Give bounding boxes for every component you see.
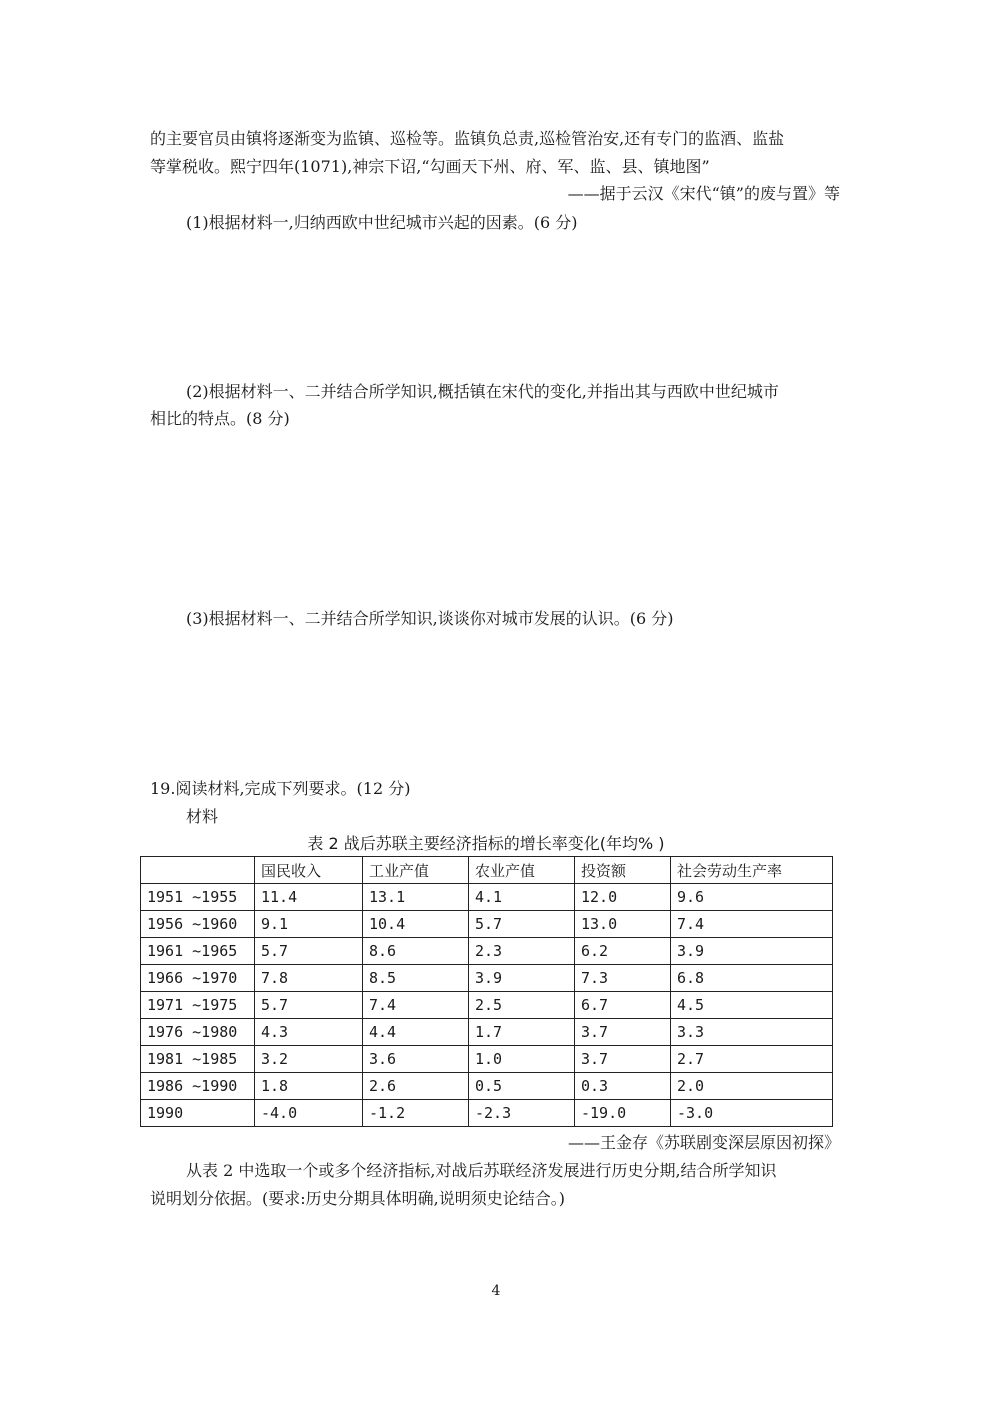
table-cell: 4.5 (671, 992, 833, 1019)
table-cell: 5.7 (255, 992, 363, 1019)
table-cell: 2.7 (671, 1046, 833, 1073)
table-cell: 9.1 (255, 911, 363, 938)
header-cell: 社会劳动生产率 (671, 857, 833, 884)
table-cell: 0.3 (575, 1073, 671, 1100)
table-row (141, 911, 833, 938)
header-cell (141, 857, 255, 884)
header-cell: 投资额 (575, 857, 671, 884)
source-citation: ——据于云汉《宋代“镇”的废与置》等 (567, 184, 840, 203)
table-cell: 1966 ~1970 (141, 965, 255, 992)
header-cell: 国民收入 (255, 857, 363, 884)
table-cell: 1986 ~1990 (141, 1073, 255, 1100)
table-row (141, 1073, 833, 1100)
table-cell: 7.8 (255, 965, 363, 992)
table-row (141, 1019, 833, 1046)
table-row (141, 884, 833, 911)
table-cell: 2.5 (469, 992, 575, 1019)
table-cell: 4.1 (469, 884, 575, 911)
table-cell: 0.5 (469, 1073, 575, 1100)
header-cell: 工业产值 (363, 857, 469, 884)
table-cell: 10.4 (363, 911, 469, 938)
table-cell: 5.7 (469, 911, 575, 938)
header-cell: 农业产值 (469, 857, 575, 884)
table-row (141, 938, 833, 965)
question-2-continued: 相比的特点。(8 分) (150, 409, 290, 428)
table-cell: 3.3 (671, 1019, 833, 1046)
table-cell: -4.0 (255, 1100, 363, 1127)
table-cell: 1956 ~1960 (141, 911, 255, 938)
table-cell: 3.9 (671, 938, 833, 965)
table-cell: 7.3 (575, 965, 671, 992)
table-cell: 1.7 (469, 1019, 575, 1046)
table-cell: 3.2 (255, 1046, 363, 1073)
table-cell: 1.8 (255, 1073, 363, 1100)
table-cell: 6.8 (671, 965, 833, 992)
table-cell: 3.7 (575, 1046, 671, 1073)
table-cell: 1961 ~1965 (141, 938, 255, 965)
table-cell: 6.7 (575, 992, 671, 1019)
table-cell: 6.2 (575, 938, 671, 965)
table-cell: 1951 ~1955 (141, 884, 255, 911)
task-instruction: 从表 2 中选取一个或多个经济指标,对战后苏联经济发展进行历史分期,结合所学知识 (186, 1161, 777, 1180)
table-cell: 1976 ~1980 (141, 1019, 255, 1046)
question-19-heading: 19.阅读材料,完成下列要求。(12 分) (150, 779, 411, 798)
material-label: 材料 (186, 807, 219, 826)
table-caption: 表 2 战后苏联主要经济指标的增长率变化(年均% ) (307, 834, 665, 853)
table-cell: 8.6 (363, 938, 469, 965)
table-cell: 1990 (141, 1100, 255, 1127)
table-cell: 3.9 (469, 965, 575, 992)
table-cell: -19.0 (575, 1100, 671, 1127)
table-cell: 1.0 (469, 1046, 575, 1073)
table-cell: -1.2 (363, 1100, 469, 1127)
table-cell: 13.1 (363, 884, 469, 911)
table-row (141, 992, 833, 1019)
paragraph-line: 等掌税收。熙宁四年(1071),神宗下诏,“勾画天下州、府、军、监、县、镇地图” (150, 157, 710, 176)
table-cell: 2.3 (469, 938, 575, 965)
table-row (141, 965, 833, 992)
table-cell: 12.0 (575, 884, 671, 911)
economic-indicators-table (140, 856, 833, 1127)
table-cell: -2.3 (469, 1100, 575, 1127)
table-cell: 4.3 (255, 1019, 363, 1046)
table-cell: 4.4 (363, 1019, 469, 1046)
table-source-citation: ——王金存《苏联剧变深层原因初探》 (567, 1133, 840, 1152)
page-number: 4 (491, 1283, 501, 1299)
table-cell: 11.4 (255, 884, 363, 911)
table-cell: 2.6 (363, 1073, 469, 1100)
table-header-row (141, 857, 833, 884)
table-row (141, 1100, 833, 1127)
table-cell: 7.4 (671, 911, 833, 938)
table-cell: 5.7 (255, 938, 363, 965)
table-cell: 3.7 (575, 1019, 671, 1046)
table-cell: 9.6 (671, 884, 833, 911)
table-cell: -3.0 (671, 1100, 833, 1127)
table-cell: 3.6 (363, 1046, 469, 1073)
table-row (141, 1046, 833, 1073)
task-instruction-continued: 说明划分依据。(要求:历史分期具体明确,说明须史论结合。) (150, 1189, 565, 1208)
table-cell: 13.0 (575, 911, 671, 938)
question-2: (2)根据材料一、二并结合所学知识,概括镇在宋代的变化,并指出其与西欧中世纪城市 (186, 382, 779, 401)
table-cell: 7.4 (363, 992, 469, 1019)
table-cell: 8.5 (363, 965, 469, 992)
table-cell: 1971 ~1975 (141, 992, 255, 1019)
question-1: (1)根据材料一,归纳西欧中世纪城市兴起的因素。(6 分) (186, 213, 578, 232)
paragraph-line: 的主要官员由镇将逐渐变为监镇、巡检等。监镇负总责,巡检管治安,还有专门的监酒、监盐 (150, 129, 785, 148)
question-3: (3)根据材料一、二并结合所学知识,谈谈你对城市发展的认识。(6 分) (186, 609, 674, 628)
table-cell: 1981 ~1985 (141, 1046, 255, 1073)
table-cell: 2.0 (671, 1073, 833, 1100)
